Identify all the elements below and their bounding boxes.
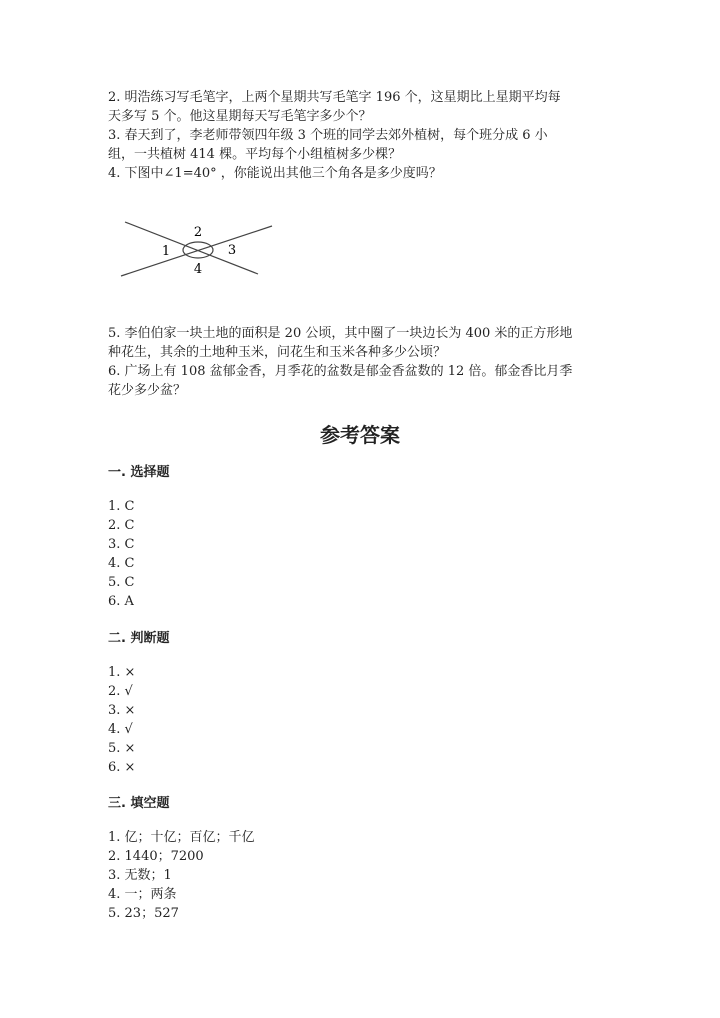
answers-fill: [108, 828, 255, 923]
angle-label-3: 3: [227, 243, 237, 258]
text-line: 5. 李伯伯家一块土地的面积是 20 公顷，其中圈了一块边长为 400 米的正方形地: [108, 326, 573, 341]
question-6: [108, 362, 572, 400]
text-line: 6. 广场上有 108 盆郁金香，月季花的盆数是郁金香盆数的 12 倍。郁金香比月季: [108, 364, 573, 379]
question-4: [108, 164, 442, 183]
answer-item: 2. 1440；7200: [108, 849, 204, 864]
answer-item: 2. C: [108, 518, 135, 533]
answer-item: 3. 无数；1: [108, 868, 172, 883]
text-line: 2. 明浩练习写毛笔字，上两个星期共写毛笔字 196 个，这星期比上星期平均每: [108, 90, 561, 105]
text-line: 组，一共植树 414 棵。平均每个小组植树多少棵？: [108, 147, 402, 162]
question-5: [108, 324, 572, 362]
answer-item: 1. 亿；十亿；百亿；千亿: [108, 830, 255, 845]
answer-item: 6. A: [108, 594, 134, 609]
angle-label-2: 2: [193, 225, 203, 240]
answer-item: 1. ×: [108, 665, 136, 680]
answer-item: 2. √: [108, 684, 133, 699]
text-line: 4. 下图中∠1=40° ，你能说出其他三个角各是多少度吗？: [108, 166, 442, 181]
answers-judge: [108, 663, 135, 777]
text-line: 花少多少盆？: [108, 383, 187, 398]
angle-label-1: 1: [161, 244, 171, 259]
question-2: [108, 88, 561, 126]
answer-item: 3. ×: [108, 703, 136, 718]
line-a: [125, 222, 258, 274]
answer-item: 6. ×: [108, 760, 136, 775]
answer-item: 4. C: [108, 556, 135, 571]
text-line: 天多写 5 个。他这星期每天写毛笔字多少个？: [108, 109, 372, 124]
answer-item: 3. C: [108, 537, 135, 552]
answer-item: 4. √: [108, 722, 133, 737]
answers-choice: [108, 497, 134, 611]
answer-item: 5. 23；527: [108, 906, 179, 921]
text-line: 3. 春天到了，李老师带领四年级 3 个班的同学去郊外植树，每个班分成 6 小: [108, 128, 548, 143]
section-title-fill: 三. 填空题: [108, 796, 170, 811]
section-title-choice: 一. 选择题: [108, 465, 170, 480]
angle-label-4: 4: [193, 262, 203, 277]
intersecting-lines-figure: [118, 215, 288, 285]
section-title-judge: 二. 判断题: [108, 631, 170, 646]
question-3: [108, 126, 548, 164]
answer-title: 参考答案: [320, 423, 400, 447]
answer-item: 4. 一；两条: [108, 887, 177, 902]
answer-item: 5. ×: [108, 741, 136, 756]
answer-item: 1. C: [108, 499, 135, 514]
text-line: 种花生，其余的土地种玉米，问花生和玉米各种多少公顷？: [108, 345, 447, 360]
answer-item: 5. C: [108, 575, 135, 590]
